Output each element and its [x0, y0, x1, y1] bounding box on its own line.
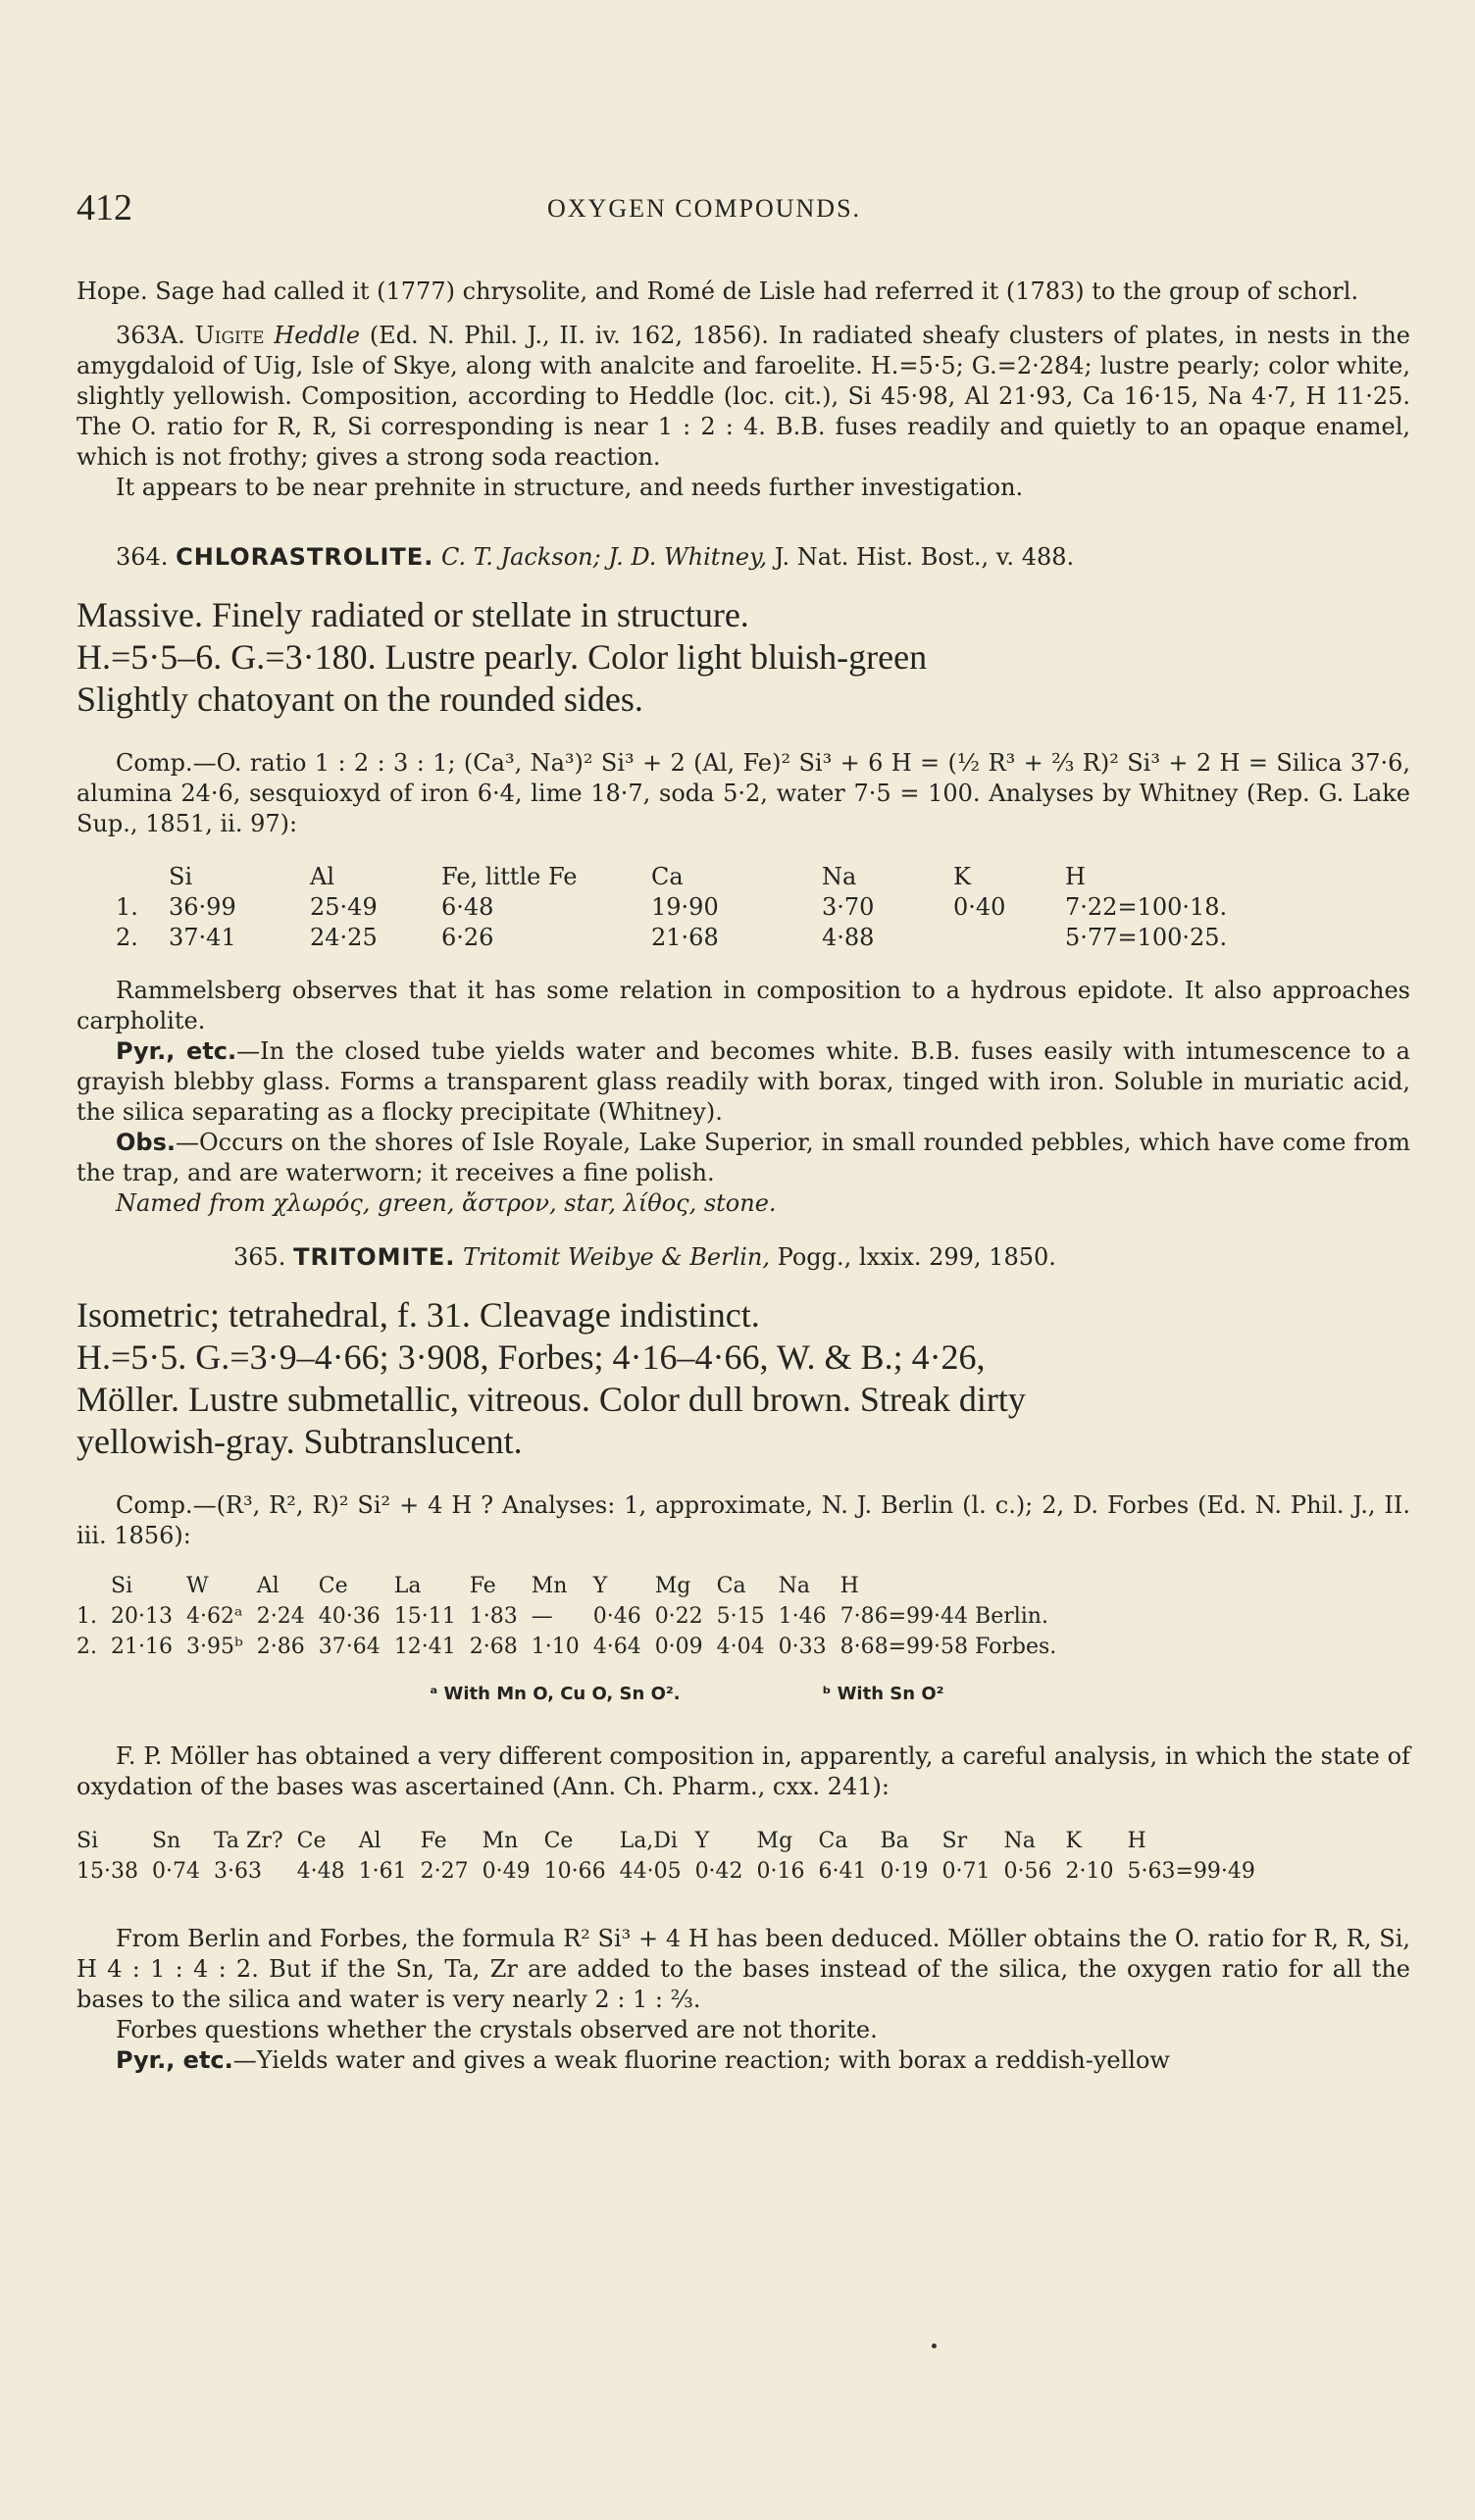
uigite-author: Heddle — [274, 322, 361, 349]
table-row — [76, 1601, 1070, 1632]
footnote-b: ᵇ With Sn O² — [822, 1684, 944, 1704]
chlorastrolite-desc-line-3: Slightly chatoyant on the rounded sides. — [76, 680, 643, 719]
table-cell: 2·68 — [469, 1635, 518, 1659]
table-cell: 1·83 — [469, 1604, 518, 1629]
table-header-cell: Y — [592, 1574, 608, 1598]
table-header-cell: Mg — [654, 1574, 691, 1598]
table-cell: 0·33 — [778, 1635, 827, 1659]
table-cell: 36·99 — [169, 892, 236, 921]
table-cell: 0·09 — [654, 1635, 703, 1659]
table-cell: 6·48 — [441, 892, 494, 921]
chlorastrolite-obs-paragraph — [76, 1128, 1410, 1188]
uigite-paragraph — [76, 321, 1410, 473]
table-row — [116, 922, 1241, 952]
table-cell: 4·62ᵃ — [185, 1604, 243, 1629]
tritomite-pyr-paragraph — [76, 2045, 1410, 2076]
pyr-text: —Yields water and gives a weak fluorine reaction; with borax a reddish-yellow — [232, 2046, 1170, 2074]
table-header-cell: La — [393, 1574, 422, 1598]
table-cell: 2·86 — [256, 1635, 305, 1659]
table-cell: 20·13 — [111, 1604, 173, 1629]
table-cell: 4·88 — [822, 923, 875, 951]
table-cell: 0·19 — [880, 1859, 929, 1884]
table-cell: 4·64 — [592, 1635, 641, 1659]
table-header-cell: Fe — [420, 1829, 447, 1853]
table-cell: 4·48 — [296, 1859, 345, 1884]
obs-text: —Occurs on the shores of Isle Royale, Lake Superior, in small rounded pebbles, which have come from the trap, and are waterworn; it receives a fine polish. — [76, 1129, 1410, 1186]
tritomite-heading — [76, 1242, 1410, 1273]
chlorastrolite-desc-line-2: H.=5·5–6. G.=3·180. Lustre pearly. Color light bluish-green — [76, 637, 928, 677]
table-header-cell: Ca — [716, 1574, 746, 1598]
ink-speck — [932, 2344, 937, 2348]
table-cell: — — [531, 1604, 553, 1629]
table-cell: 2·24 — [256, 1604, 305, 1629]
table-header-cell: Si — [169, 862, 193, 890]
table-header-cell: Na — [822, 862, 857, 890]
table-cell: 44·05 — [619, 1859, 682, 1884]
table-header-cell: Ce — [296, 1829, 327, 1853]
tritomite-desc-line-1: Isometric; tetrahedral, f. 31. Cleavage indistinct. — [76, 1295, 760, 1335]
table-cell: 1·61 — [358, 1859, 407, 1884]
table-row — [76, 1632, 1070, 1662]
chlorastrolite-number: 364. — [116, 543, 169, 571]
table-header-cell: Na — [778, 1574, 811, 1598]
table-header-cell: Mn — [482, 1829, 519, 1853]
table-header-cell: H — [1127, 1829, 1146, 1853]
table-cell: 2·27 — [420, 1859, 469, 1884]
tritomite-composition: Comp.—(R³, R², R)² Si² + 4 H ? Analyses: 1, approximate, N. J. Berlin (l. c.); 2, D. Forbes (Ed. N. Phil. J., II. iii. 1856): — [76, 1491, 1410, 1549]
table-header-cell: Al — [358, 1829, 381, 1853]
chlorastrolite-analysis-table — [116, 861, 1241, 952]
table-header-cell: Al — [256, 1574, 280, 1598]
table-cell — [953, 922, 1065, 952]
page-body — [76, 277, 1410, 2076]
table-header-cell: W — [185, 1574, 209, 1598]
table-cell: 7·86=99·44 Berlin. — [839, 1604, 1048, 1629]
tritomite-authors: Tritomit Weibye & Berlin, — [462, 1243, 771, 1271]
chlorastrolite-pyr-paragraph — [76, 1036, 1410, 1128]
table-cell: 21·68 — [651, 923, 719, 951]
table-cell: 10·66 — [543, 1859, 606, 1884]
table-header-cell: K — [953, 862, 971, 890]
pyr-label: Pyr., etc. — [116, 1037, 237, 1065]
table-cell: 24·25 — [310, 923, 378, 951]
tritomite-desc-line-3: Möller. Lustre submetallic, vitreous. Color dull brown. Streak dirty — [76, 1380, 1026, 1419]
table-cell: 1·10 — [531, 1635, 580, 1659]
obs-label: Obs. — [116, 1129, 176, 1156]
tritomite-desc-line-4: yellowish-gray. Subtranslucent. — [76, 1422, 523, 1461]
table-cell: 0·22 — [654, 1604, 703, 1629]
table-header-row — [116, 861, 1241, 891]
table-cell: 37·41 — [169, 923, 236, 951]
table-header-cell: Sr — [941, 1829, 968, 1853]
table-row — [76, 1856, 1269, 1887]
table-cell: 8·68=99·58 Forbes. — [839, 1635, 1057, 1659]
tritomite-description — [76, 1294, 1410, 1463]
table-cell: 6·26 — [441, 923, 494, 951]
table-cell: 2·10 — [1065, 1859, 1114, 1884]
table-cell: 3·70 — [822, 892, 875, 921]
chlorastrolite-etymology: Named from χλωρός, green, ἄστρον, star, λίθος, stone. — [116, 1189, 777, 1217]
page-number: 412 — [76, 187, 132, 228]
table-cell: 1. — [76, 1604, 97, 1629]
uigite-body: (Ed. N. Phil. J., II. iv. 162, 1856). In radiated sheafy clusters of plates, in nests in the amygdaloid of Uig, Isle of Skye, along with analcite and faroelite. H.=5·5; G.=2·284; lustre pearly; color white, slightly yellowish. Composition, according to Heddle (loc. cit.), Si 45·98, Al 21·93, Ca 16·15, Na 4·7, H 11·25. The O. ratio for R, R, Si corresponding is near 1 : 2 : 4. B.B. fuses readily and quietly to an opaque enamel, which is not frothy; gives a strong soda reaction. — [76, 322, 1410, 471]
table-cell: 1·46 — [778, 1604, 827, 1629]
chlorastrolite-desc-line-1: Massive. Finely radiated or stellate in structure. — [76, 595, 749, 634]
table-cell: 0·74 — [151, 1859, 200, 1884]
formula-paragraph: From Berlin and Forbes, the formula R² Si³ + 4 H has been deduced. Möller obtains the O. ratio for R, R, Si, H 4 : 1 : 4 : 2. But if the Sn, Ta, Zr are added to the bases instead of the silica, the oxygen ratio for all the bases to the silica and water is very nearly 2 : 1 : ⅔. — [76, 1925, 1410, 2013]
table-header-cell: Al — [310, 862, 335, 890]
table-header-cell — [116, 861, 169, 891]
running-title: OXYGEN COMPOUNDS. — [547, 194, 862, 223]
table-row — [116, 891, 1241, 922]
forbes-paragraph: Forbes questions whether the crystals observed are not thorite. — [116, 2016, 878, 2043]
table-cell: 1. — [116, 892, 138, 921]
table-header-cell: Ca — [818, 1829, 848, 1853]
table-cell: 0·16 — [756, 1859, 805, 1884]
pyr-label: Pyr., etc. — [116, 2046, 233, 2074]
chlorastrolite-reference: J. Nat. Hist. Bost., v. 488. — [774, 543, 1075, 571]
table-header-cell: Mn — [531, 1574, 568, 1598]
table-header-cell: Si — [111, 1574, 133, 1598]
chlorastrolite-description — [76, 594, 1410, 721]
table-header-cell: Fe — [469, 1574, 496, 1598]
table-header-cell: Y — [694, 1829, 710, 1853]
chlorastrolite-heading — [76, 542, 1410, 573]
table-cell: 3·95ᵇ — [185, 1635, 243, 1659]
table-cell: 0·42 — [694, 1859, 743, 1884]
table-header-cell: H — [1065, 862, 1086, 890]
table-header-cell: Ca — [651, 862, 684, 890]
moller-paragraph: F. P. Möller has obtained a very different composition in, apparently, a careful analysis, in which the state of oxydation of the bases was ascertained (Ann. Ch. Pharm., cxx. 241): — [76, 1742, 1410, 1800]
footnote-a: ᵃ With Mn O, Cu O, Sn O². — [430, 1684, 681, 1704]
table-header-cell: Mg — [756, 1829, 793, 1853]
table-cell: 3·63 — [213, 1859, 262, 1884]
table-cell: 0·49 — [482, 1859, 531, 1884]
table-header-cell: Ce — [543, 1829, 574, 1853]
table-cell: 0·56 — [1003, 1859, 1052, 1884]
table-cell: 7·22=100·18. — [1065, 892, 1228, 921]
table-cell: 0·46 — [592, 1604, 641, 1629]
tritomite-number: 365. — [233, 1243, 286, 1271]
table-cell: 0·71 — [941, 1859, 991, 1884]
page-header — [76, 186, 1410, 226]
table-cell: 5·15 — [716, 1604, 765, 1629]
table-header-cell: La,Di — [619, 1829, 678, 1853]
table-header-cell: Sn — [151, 1829, 181, 1853]
table-cell: 15·38 — [76, 1859, 138, 1884]
table-header-cell: K — [1065, 1829, 1082, 1853]
table-header-cell: Si — [76, 1829, 99, 1853]
table-header-cell — [76, 1571, 111, 1601]
chlorastrolite-name: CHLORASTROLITE. — [176, 543, 434, 571]
table-cell: 37·64 — [318, 1635, 381, 1659]
table-header-cell: Fe, little Fe — [441, 862, 578, 890]
tritomite-name: TRITOMITE. — [293, 1243, 456, 1271]
chlorastrolite-composition: Comp.—O. ratio 1 : 2 : 3 : 1; (Ca³, Na³)² Si³ + 2 (Al, Fe)² Si³ + 6 H = (½ R³ + ⅔ R)² Si³ + 2 H = Silica 37·6, alumina 24·6, sesquioxyd of iron 6·4, lime 18·7, soda 5·2, water 7·5 = 100. Analyses by Whitney (Rep. G. Lake Sup., 1851, ii. 97): — [76, 749, 1410, 837]
table-cell: 0·40 — [953, 892, 1006, 921]
table-header-row — [76, 1826, 1269, 1856]
table-header-cell: Ta Zr? — [213, 1829, 283, 1853]
table-cell: 25·49 — [310, 892, 378, 921]
table-header-cell: Ba — [880, 1829, 909, 1853]
table-cell: 12·41 — [393, 1635, 456, 1659]
table-header-row — [76, 1571, 1070, 1601]
table-cell: 6·41 — [818, 1859, 867, 1884]
table-cell: 2. — [116, 923, 138, 951]
table-cell: 15·11 — [393, 1604, 456, 1629]
tritomite-analysis-table — [76, 1571, 1070, 1662]
table-header-cell: H — [839, 1574, 859, 1598]
intro-paragraph: Hope. Sage had called it (1777) chrysolite, and Romé de Lisle had referred it (1783) to the group of schorl. — [76, 277, 1359, 305]
pyr-text: —In the closed tube yields water and becomes white. B.B. fuses easily with intumescence to a grayish blebby glass. Forms a transparent glass readily with borax, tinged with iron. Soluble in muriatic acid, the silica separating as a flocky precipitate (Whitney). — [76, 1037, 1410, 1126]
table-cell: 2. — [76, 1635, 97, 1659]
table-cell: 19·90 — [651, 892, 719, 921]
tritomite-desc-line-2: H.=5·5. G.=3·9–4·66; 3·908, Forbes; 4·16–4·66, W. & B.; 4·26, — [76, 1337, 986, 1377]
table-cell: 40·36 — [318, 1604, 381, 1629]
table-header-cell: Na — [1003, 1829, 1036, 1853]
table-header-cell: Ce — [318, 1574, 348, 1598]
tritomite-footnotes — [76, 1684, 1410, 1704]
table-cell: 5·63=99·49 — [1127, 1859, 1255, 1884]
uigite-title: 363A. Uigite — [116, 322, 265, 349]
rammelsberg-paragraph: Rammelsberg observes that it has some relation in composition to a hydrous epidote. It also approaches carpholite. — [76, 977, 1410, 1034]
chlorastrolite-authors: C. T. Jackson; J. D. Whitney, — [440, 543, 768, 571]
table-cell: 21·16 — [111, 1635, 173, 1659]
uigite-note: It appears to be near prehnite in structure, and needs further investigation. — [116, 474, 1024, 501]
table-cell: 4·04 — [716, 1635, 765, 1659]
table-cell: 5·77=100·25. — [1065, 923, 1228, 951]
tritomite-reference: Pogg., lxxix. 299, 1850. — [777, 1243, 1056, 1271]
moller-analysis-table — [76, 1826, 1269, 1887]
